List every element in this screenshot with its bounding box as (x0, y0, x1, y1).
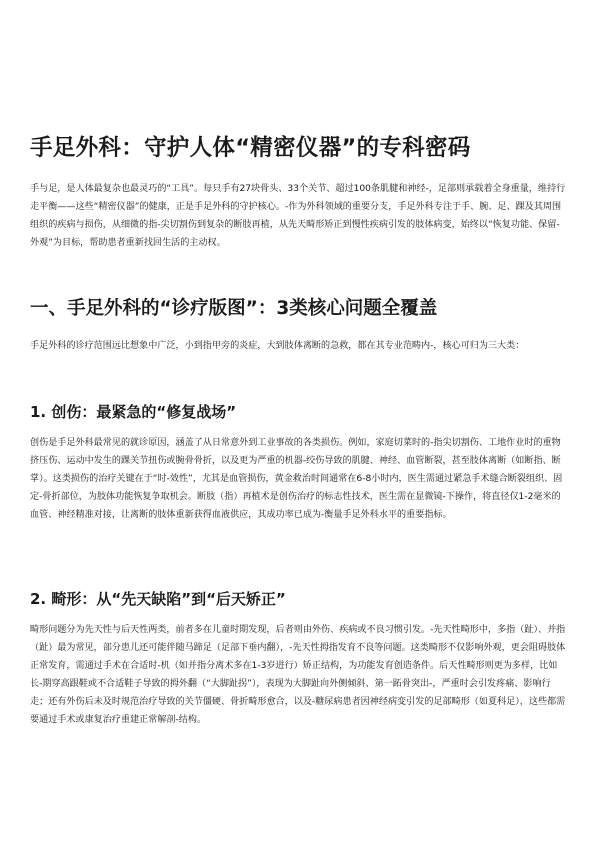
intro-paragraph: 手与足，是人体最复杂也最灵巧的“工具”。每只手有27块骨头、33个关节、超过100条肌腱和神经-，足部则承载着全身重量，维持行走平衡——这些“精密仪器”的健康，正是手足外科的守护核心。-作为外科领域的重要分支，手足外科专注于手、腕、足、踝及其周围组织的疾病与损伤，从细微的指-尖切割伤到复杂的断肢再植，从先天畸形矫正到慢性疾病引发的肢体病变，始终以“恢复功能、保留-外观”为目标，帮助患者重新找回生活的主动权。 (30, 184, 566, 248)
trauma-paragraph: 创伤是手足外科最常见的就诊原因，涵盖了从日常意外到工业事故的各类损伤。例如，家庭切菜时的-指尖切割伤、工地作业时的重物挤压伤、运动中发生的踝关节扭伤或腕骨骨折，以及更为严重的机器-绞伤导致的肌腱、神经、血管断裂，甚至肢体离断（如断指、断掌）。这类损伤的治疗关键在于“时-效性”，尤其是血管损伤，黄金救治时间通常在6-8小时内，医生需通过紧急手术缝合断裂组织、固定-骨折部位，为肢体功能恢复争取机会。断肢（指）再植术是创伤治疗的标志性技术，医生需在显微镜-下操作，将直径仅1-2毫米的血管、神经精准对接，让离断的肢体重新获得血液供应，其成功率已成为-衡量手足外科水平的重要指标。 (30, 438, 563, 520)
subsection-heading-deformity: 2. 畸形：从“先天缺陷”到“后天矫正” (30, 590, 286, 608)
section-1-intro-paragraph: 手足外科的诊疗范围远比想象中广泛，小到指甲旁的炎症，大到肢体离断的急救，都在其专业范畴内-，核心可归为三大类： (30, 341, 525, 351)
page-title: 手足外科：守护人体“精密仪器”的专科密码 (30, 135, 471, 161)
deformity-paragraph: 畸形问题分为先天性与后天性两类，前者多在儿童时期发现，后者则由外伤、疾病或不良习惯引发。-先天性畸形中，多指（趾）、并指（趾）最为常见，部分患儿还可能伴随马蹄足（足部下垂内翻），-先天性拇指发育不良等问题。这类畸形不仅影响外观，更会阻碍肢体正常发育，需通过手术在合适时-机（如并指分离术多在1-3岁进行）矫正结构，为功能发育创造条件。后天性畸形则更为多样，比如长-期穿高跟鞋或不合适鞋子导致的拇外翻（“大脚趾拐”），表现为大脚趾向外侧倾斜、第一跖骨突出-，严重时会引发疼痛、影响行走；还有外伤后未及时规范治疗导致的关节僵硬、骨折畸形愈合，以及-糖尿病患者因神经病变引发的足部畸形（如夏科足），这些都需要通过手术或康复治疗重建正常解剖-结构。 (30, 625, 566, 725)
subsection-heading-trauma: 1. 创伤：最紧急的“修复战场” (30, 403, 237, 421)
section-heading-1: 一、手足外科的“诊疗版图”：3类核心问题全覆盖 (30, 298, 438, 319)
